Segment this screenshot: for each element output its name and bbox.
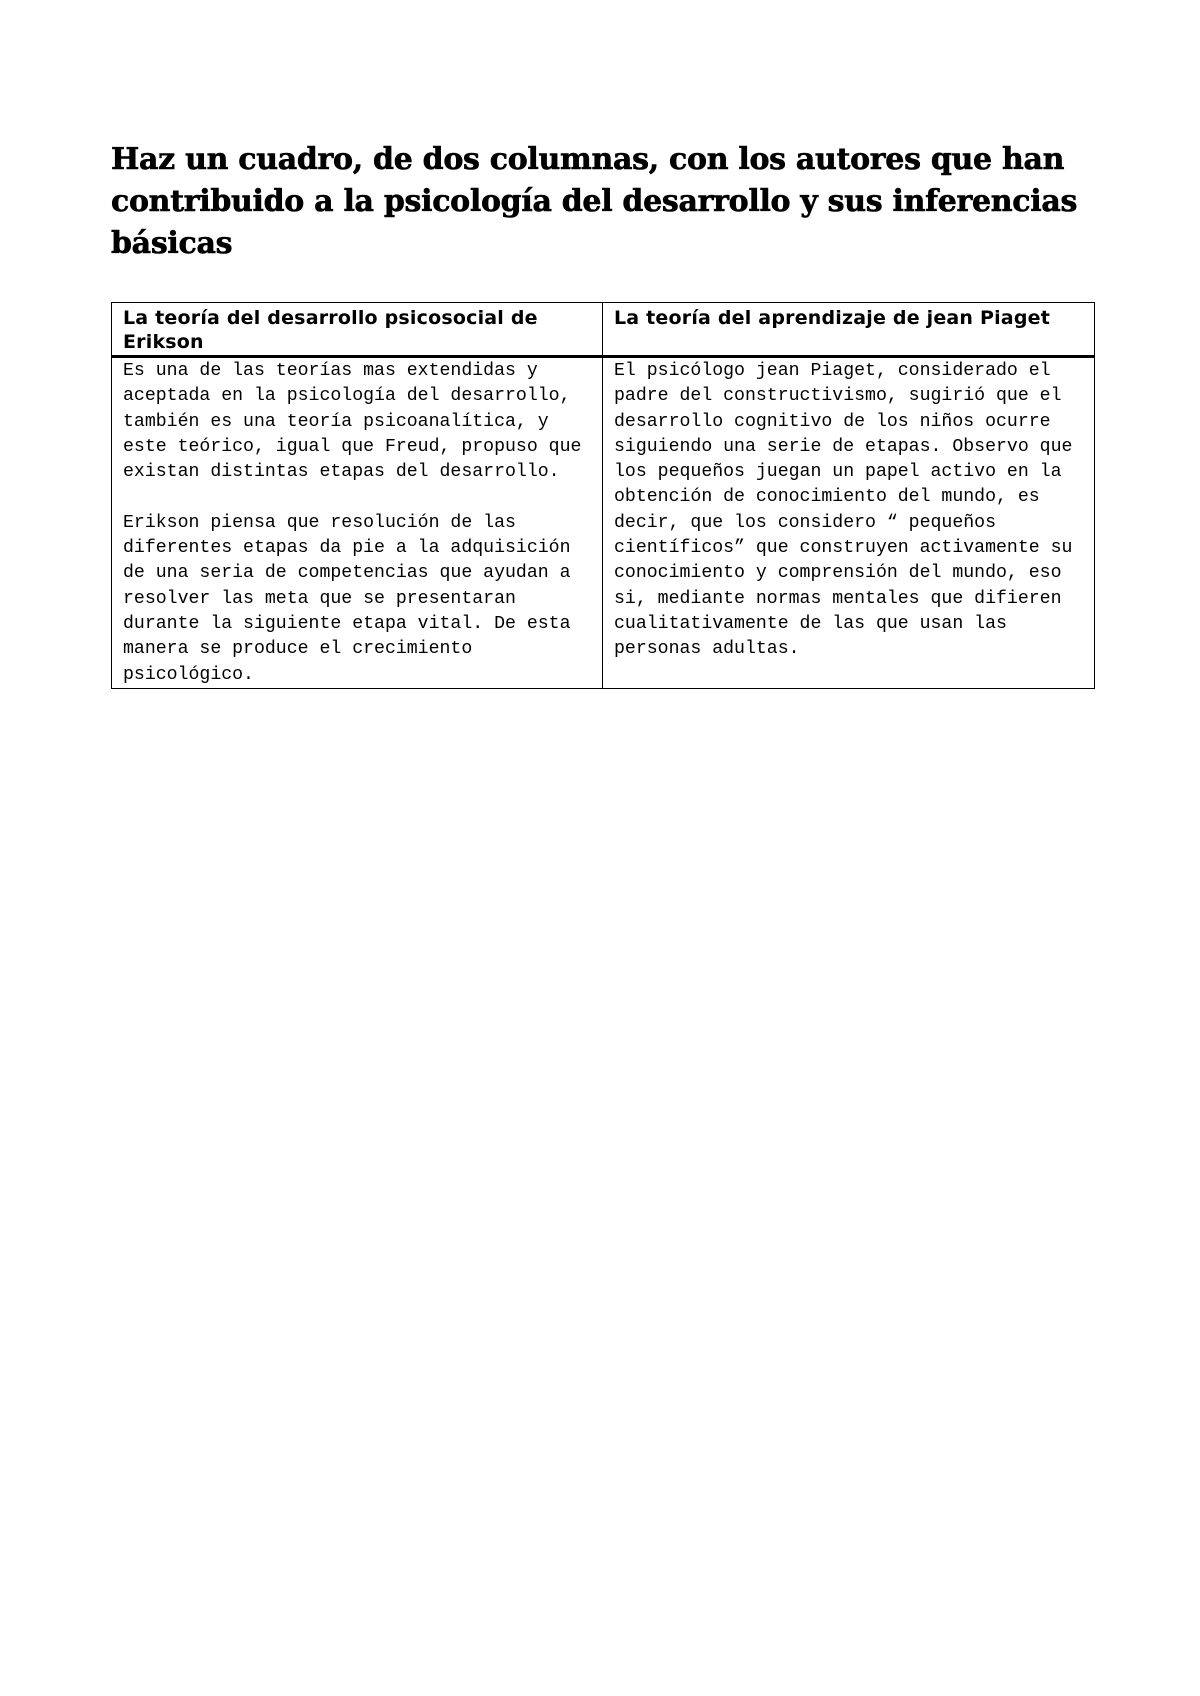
authors-comparison-table	[111, 302, 1095, 689]
erikson-description-cell: Es una de las teorías mas extendidas y aceptada en la psicología del desarrollo, también es una teoría psicoanalítica, y este teórico, igual que Freud, propuso que existan distintas etapas del desarrollo. Erikson piensa que resolución de las diferentes etapas da pie a la adquisición de una seria de competencias que ayudan a resolver las meta que se presentaran durante la siguiente etapa vital. De esta manera se produce el crecimiento psicológico.	[112, 357, 603, 689]
header-erikson: La teoría del desarrollo psicosocial de Erikson	[112, 303, 603, 357]
table-header-row	[112, 303, 1095, 357]
document-title: Haz un cuadro, de dos columnas, con los autores que han contribuido a la psicología del desarrollo y sus inferencias básicas	[111, 142, 1078, 261]
table-row	[112, 357, 1095, 689]
piaget-description-cell: El psicólogo jean Piaget, considerado el padre del constructivismo, sugirió que el desarrollo cognitivo de los niños ocurre siguiendo una serie de etapas. Observo que los pequeños juegan un papel activo en la obtención de conocimiento del mundo, es decir, que los considero “ pequeños científicos” que construyen activamente su conocimiento y comprensión del mundo, eso si, mediante normas mentales que difieren cualitativamente de las que usan las personas adultas.	[603, 357, 1095, 689]
header-piaget: La teoría del aprendizaje de jean Piaget	[603, 303, 1095, 357]
